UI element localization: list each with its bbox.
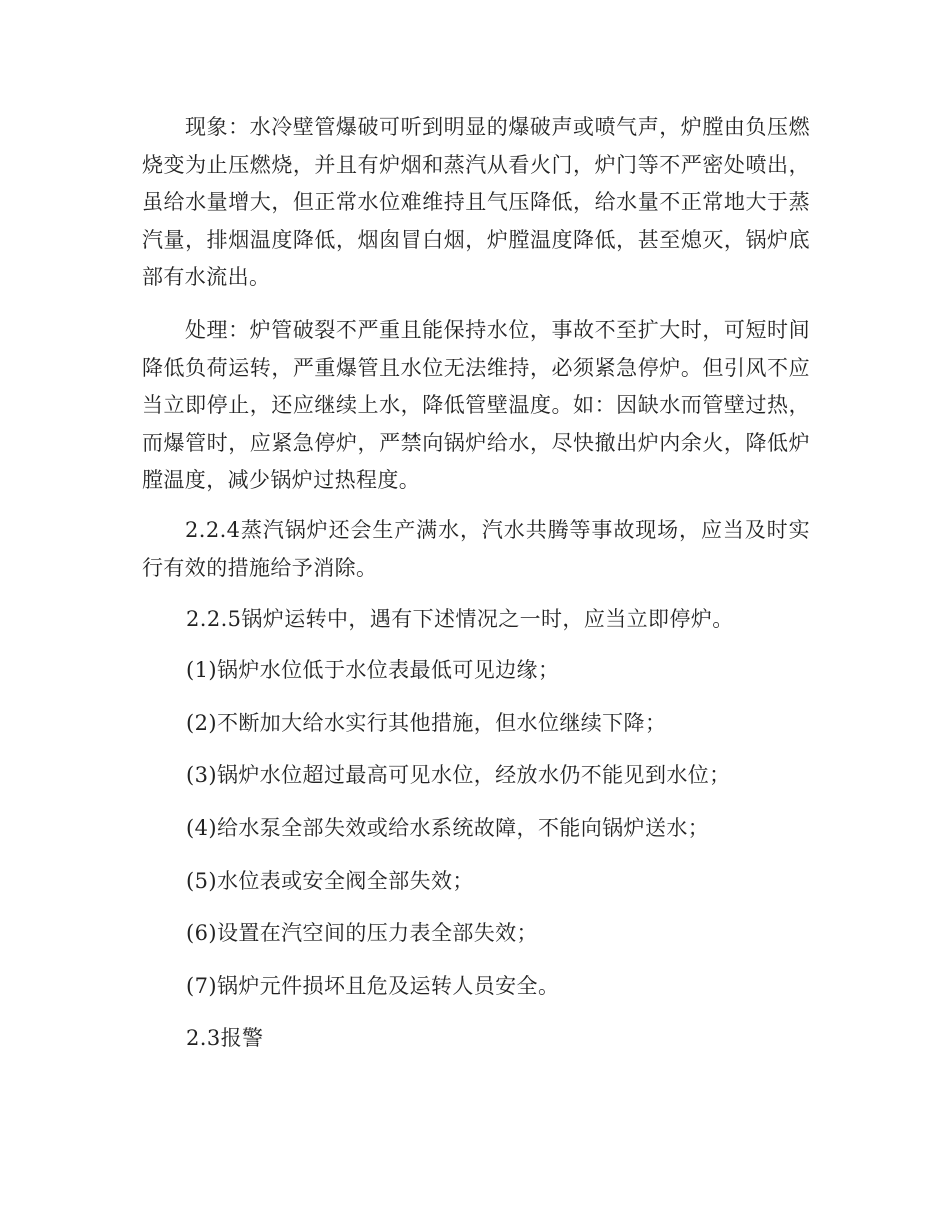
- condition-item-5: (5)水位表或安全阀全部失效；: [186, 869, 474, 893]
- condition-item-7: (7)锅炉元件损坏且危及运转人员安全。: [186, 974, 560, 998]
- condition-item-4: (4)给水泵全部失效或给水系统故障，不能向锅炉送水；: [186, 816, 710, 840]
- section-2-2-4-paragraph: 2.2.4蒸汽锅炉还会生产满水，汽水共腾等事故现场，应当及时实行有效的措施给予消除。: [142, 518, 810, 580]
- handling-paragraph: 处理：炉管破裂不严重且能保持水位，事故不至扩大时，可短时间降低负荷运转，严重爆管且水位无法维持，必须紧急停炉。但引风不应当立即停止，还应继续上水，降低管壁温度。如：因缺水而管壁过热，而爆管时，应紧急停炉，严禁向锅炉给水，尽快撤出炉内余火，降低炉膛温度，减少锅炉过热程度。: [142, 318, 810, 492]
- condition-item-3: (3)锅炉水位超过最高可见水位，经放水仍不能见到水位；: [186, 763, 731, 787]
- condition-item-2: (2)不断加大给水实行其他措施，但水位继续下降；: [186, 711, 667, 735]
- section-2-3-heading: 2.3报警: [186, 1026, 264, 1050]
- section-2-2-5-intro: 2.2.5锅炉运转中，遇有下述情况之一时，应当立即停炉。: [186, 607, 734, 631]
- phenomenon-paragraph: 现象：水冷壁管爆破可听到明显的爆破声或喷气声，炉膛由负压燃烧变为止压燃烧，并且有炉烟和蒸汽从看火门，炉门等不严密处喷出，虽给水量增大，但正常水位难维持且气压降低，给水量不正常地大于蒸汽量，排烟温度降低，烟囱冒白烟，炉膛温度降低，甚至熄灭，锅炉底部有水流出。: [142, 115, 810, 289]
- condition-item-6: (6)设置在汽空间的压力表全部失效；: [186, 921, 538, 945]
- condition-item-1: (1)锅炉水位低于水位表最低可见边缘；: [186, 658, 560, 682]
